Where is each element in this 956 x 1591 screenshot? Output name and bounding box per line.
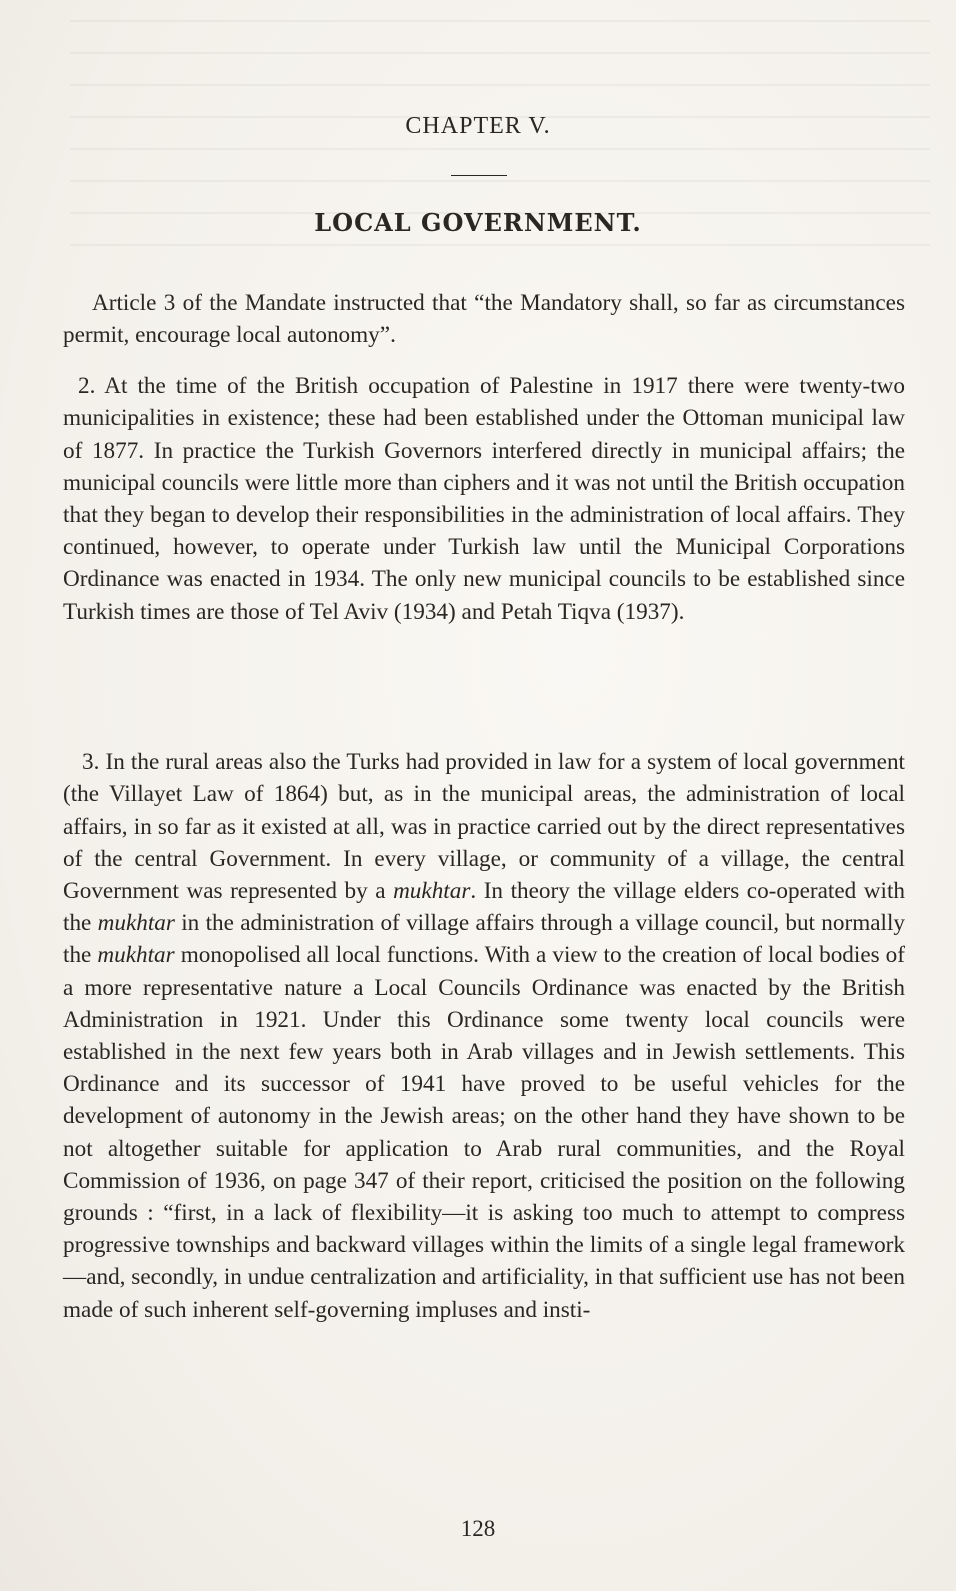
heading-divider [451, 175, 507, 176]
paragraph-1: Article 3 of the Mandate instructed that “the Mandatory shall, so far as circumstances permit, encourage local autonomy”. [63, 290, 905, 349]
term-mukhtar: mukhtar [97, 942, 175, 969]
paragraph-2: 2. At the time of the British occupation of Palestine in 1917 there were twenty-two municipalities in existence; these had been established under the Ottoman municipal law of 1877. In practice the Turkish Governors interfered directly in municipal affairs; the municipal councils were little more than ciphers and it was not until the British occupation that they began to develop their responsibilities in the administration of local affairs. They continued, however, to operate under Turkish law until the Municipal Corporations Ordinance was enacted in 1934. The only new municipal councils to be established since Turkish times are those of Tel Aviv (1934) and Petah Tiqva (1937). [63, 373, 905, 625]
paragraph-3-text: in the administration of village affairs through a village council, but normally the [63, 910, 906, 969]
term-mukhtar: mukhtar [393, 878, 471, 904]
paragraph-3-text: monopolised all local functions. With a view to the creation of local bodies of a more representative nature a Local Councils Ordinance was enacted by the British Administration in 1921. Under this Ordinance some twenty local councils were established in the next few years both in Arab villages and in Jewish settlements. This Ordinance and its successor of 1941 have proved to be useful vehicles for the development of autonomy in the Jewish areas; on the other hand they have shown to be not altogether suitable for application to Arab rural communities, and the Royal Commission of 1936, on page 347 of their report, criticised the position on the following grounds : “first, in a lack of flexibility—it is asking too much to attempt to compress progressive townships and backward villages within the limits of a single legal framework—and, secondly, in undue centralization and artificiality, in that sufficient use has not been made of such inherent self-governing impluses and insti- [63, 942, 905, 1323]
page-number: 128 [460, 1516, 496, 1541]
paragraph-3 [63, 746, 905, 1326]
paragraph-3-text: 3. In the rural areas also the Turks had provided in law for a system of local government (the Villayet Law of 1864) but, as in the municipal areas, the administration of local affairs, in so far as it existed at all, was in practice carried out by the direct representatives of the central Government. In every village, or community of a village, the central Government was represented by a [63, 749, 905, 904]
paragraph-3-text: . In theory the village elders co-operated with the [63, 878, 905, 937]
term-mukhtar: mukhtar [97, 910, 175, 937]
chapter-heading: CHAPTER V. [405, 113, 551, 139]
section-title: LOCAL GOVERNMENT. [314, 208, 642, 237]
